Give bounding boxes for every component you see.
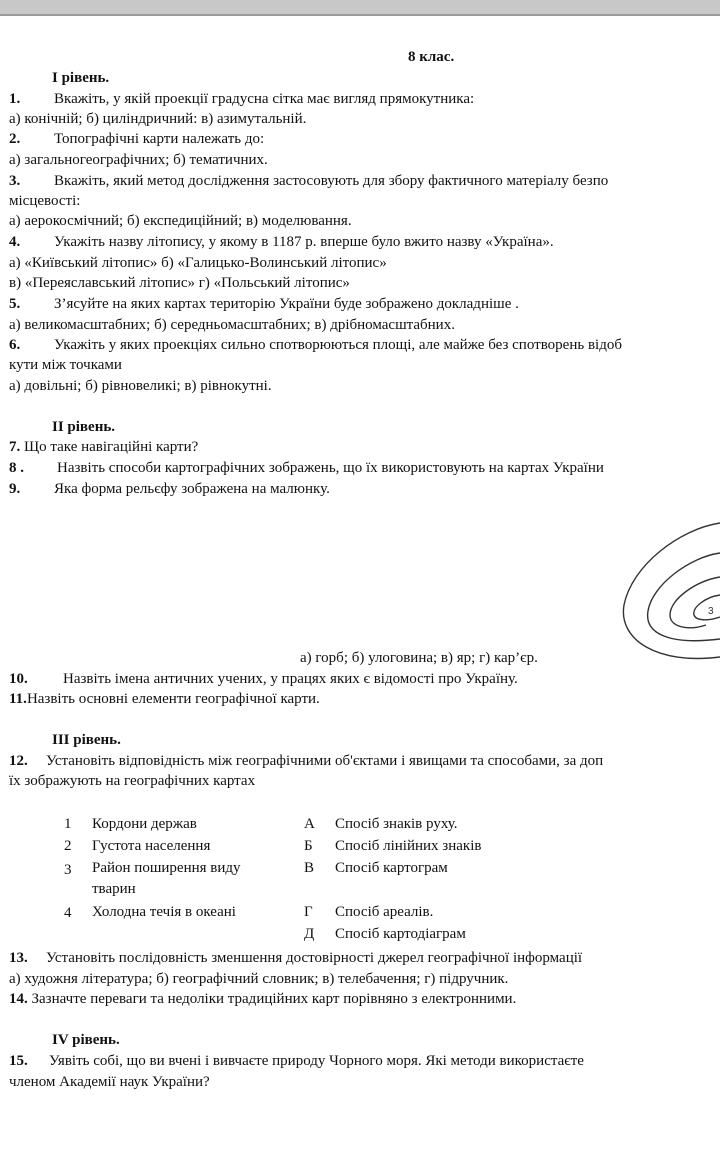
- match-left-item: Холодна течія в океані: [92, 904, 236, 920]
- question-text: Назвіть способи картографічних зображень, що їх використовують на картах України: [57, 460, 604, 476]
- question-number: 10.: [9, 671, 28, 687]
- question-text: Що таке навігаційні карти?: [24, 439, 199, 455]
- question-11: [9, 690, 320, 708]
- match-right-letter: А: [304, 816, 315, 832]
- level-1-title: І рівень.: [52, 70, 110, 86]
- question-number: 1.: [9, 91, 21, 107]
- question-number: 5.: [9, 296, 21, 312]
- question-15: [9, 1052, 584, 1070]
- level-4-title: IV рівень.: [52, 1032, 120, 1048]
- question-number: 8 .: [9, 460, 24, 476]
- question-13: [9, 949, 582, 967]
- question-number: 13.: [9, 950, 28, 966]
- match-left-item: Район поширення виду: [92, 860, 241, 876]
- question-5: [9, 295, 519, 313]
- question-3: [9, 172, 608, 190]
- level-2-title: ІІ рівень.: [52, 419, 116, 435]
- question-number: 6.: [9, 337, 21, 353]
- grade-heading: 8 клас.: [408, 49, 455, 65]
- match-right-item: Спосіб картодіаграм: [335, 926, 466, 942]
- question-6-answers: а) довільні; б) рівновеликі; в) рівнокутні.: [9, 378, 272, 394]
- question-2: [9, 130, 264, 148]
- question-1: [9, 90, 474, 108]
- question-number: 11.: [9, 691, 27, 707]
- question-5-answers: а) великомасштабних; б) середньомасштабних; в) дрібномасштабних.: [9, 317, 455, 333]
- question-2-answers: а) загальногеографічних; б) тематичних.: [9, 152, 268, 168]
- question-number: 15.: [9, 1053, 28, 1069]
- match-left-number: 3: [64, 862, 72, 878]
- question-text: Яка форма рельєфу зображена на малюнку.: [54, 481, 330, 497]
- question-text: Уявіть собі, що ви вчені і вивчаєте природу Чорного моря. Які методи використаєте: [49, 1053, 584, 1069]
- question-text: З’ясуйте на яких картах територію України буде зображено докладніше .: [54, 296, 519, 312]
- question-text: Вкажіть, у якій проекції градусна сітка має вигляд прямокутника:: [54, 91, 475, 107]
- question-number: 4.: [9, 234, 21, 250]
- match-left-number: 2: [64, 838, 72, 854]
- question-text: Установіть відповідність між географічними об'єктами і явищами та способами, за доп: [46, 753, 604, 769]
- match-right-letter: В: [304, 860, 315, 876]
- question-text: Установіть послідовність зменшення достовірності джерел географічної інформації: [46, 950, 583, 966]
- contour-lines-drawing: [610, 515, 720, 665]
- question-number: 2.: [9, 131, 21, 147]
- question-number: 14.: [9, 991, 28, 1007]
- question-text: Укажіть назву літопису, у якому в 1187 р. вперше було вжито назву «Україна».: [54, 234, 554, 250]
- question-8: [9, 459, 604, 477]
- question-9-answers: а) горб; б) улоговина; в) яр; г) кар’єр.: [300, 650, 538, 666]
- question-number: 12.: [9, 753, 28, 769]
- contour-height-label: 3: [708, 606, 714, 617]
- level-3-title: ІІІ рівень.: [52, 732, 121, 748]
- question-number: 7.: [9, 439, 21, 455]
- question-3-continued: місцевості:: [9, 193, 81, 209]
- question-1-answers: а) конічній; б) циліндричний: в) азимутальній.: [9, 111, 307, 127]
- question-number: 3.: [9, 173, 21, 189]
- question-4-answers-2: в) «Переяславський літопис» г) «Польський літопис»: [9, 275, 350, 291]
- match-left-item: Кордони держав: [92, 816, 197, 832]
- question-15-continued: членом Академії наук України?: [9, 1074, 210, 1090]
- match-right-item: Спосіб ареалів.: [335, 904, 434, 920]
- question-text: Зазначте переваги та недоліки традиційних карт порівняно з електронними.: [31, 991, 517, 1007]
- match-left-item-continued: тварин: [92, 881, 136, 897]
- match-left-number: 4: [64, 905, 72, 921]
- question-9: [9, 480, 330, 498]
- question-6: [9, 336, 622, 354]
- match-left-number: 1: [64, 816, 72, 832]
- question-text: Вкажіть, який метод дослідження застосовують для збору фактичного матеріалу безпо: [54, 173, 609, 189]
- question-4: [9, 233, 554, 251]
- question-12: [9, 752, 603, 770]
- question-3-answers: а) аерокосмічний; б) експедиційний; в) моделювання.: [9, 213, 352, 229]
- match-right-item: Спосіб картограм: [335, 860, 448, 876]
- question-text: Укажіть у яких проекціях сильно спотворюються площі, але майже без спотворень відоб: [54, 337, 622, 353]
- match-left-item: Густота населення: [92, 838, 211, 854]
- question-4-answers-1: а) «Київський літопис» б) «Галицько-Волинський літопис»: [9, 255, 387, 271]
- match-right-item: Спосіб знаків руху.: [335, 816, 458, 832]
- question-13-answers: а) художня література; б) географічний словник; в) телебачення; г) підручник.: [9, 971, 509, 987]
- question-10: [9, 670, 518, 688]
- question-number: 9.: [9, 481, 21, 497]
- question-6-continued: кути між точками: [9, 357, 122, 373]
- question-text: Назвіть основні елементи географічної карти.: [26, 691, 320, 707]
- question-7: [9, 438, 198, 456]
- question-text: Назвіть імена античних учених, у працях яких є відомості про Україну.: [63, 671, 518, 687]
- match-right-item: Спосіб лінійних знаків: [335, 838, 482, 854]
- match-right-letter: Б: [304, 838, 313, 854]
- match-right-letter: Д: [304, 926, 315, 942]
- match-right-letter: Г: [304, 904, 313, 920]
- question-12-continued: їх зображують на географічних картах: [9, 773, 256, 789]
- question-14: [9, 990, 516, 1008]
- question-text: Топографічні карти належать до:: [54, 131, 265, 147]
- top-toolbar-strip: [0, 0, 720, 16]
